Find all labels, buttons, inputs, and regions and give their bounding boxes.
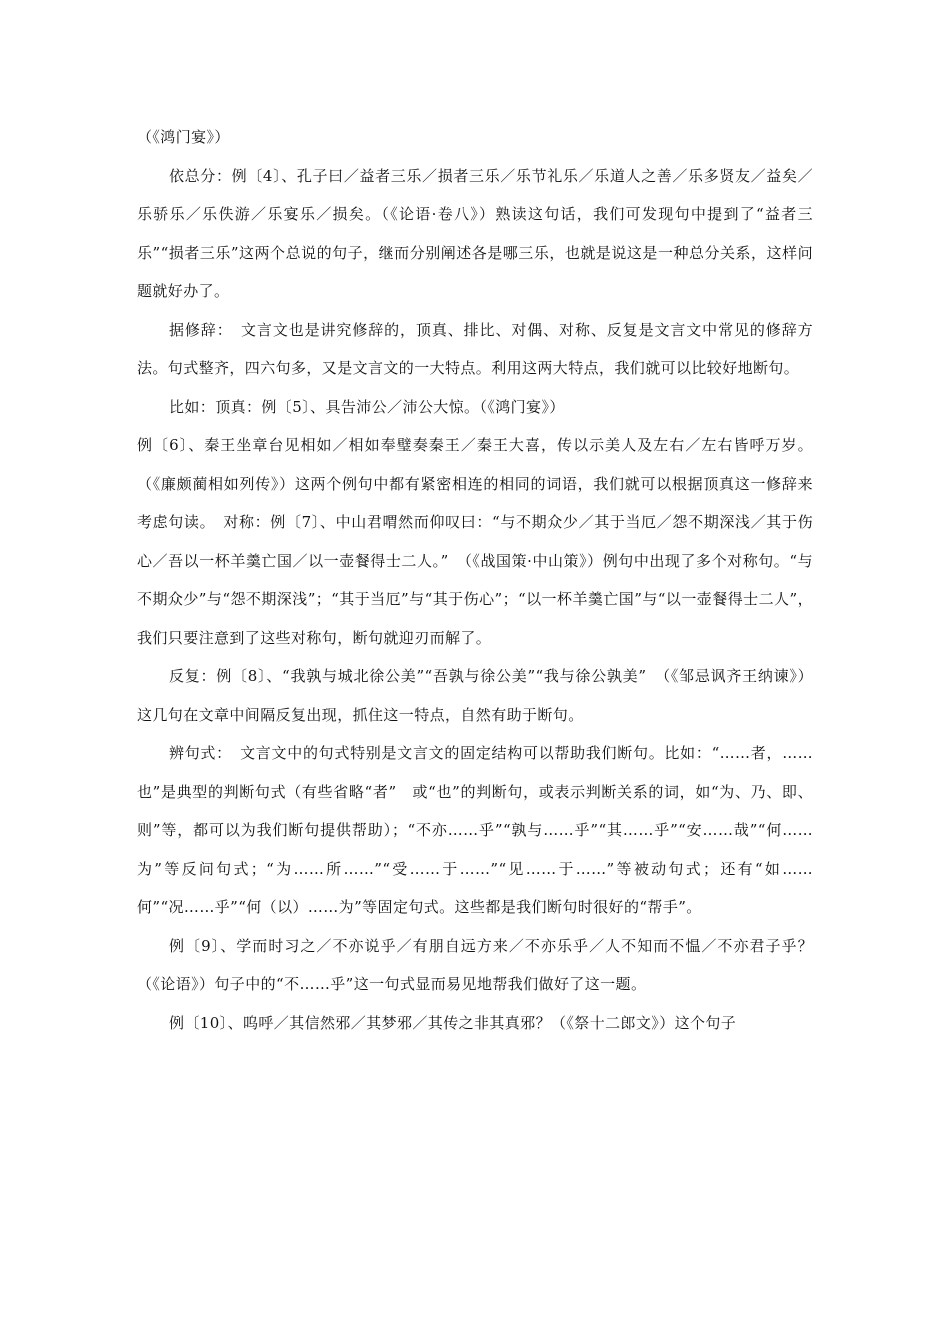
paragraph-sentence-patterns: 辨句式： 文言文中的句式特别是文言文的固定结构可以帮助我们断句。比如：“……者，……也”是典型的判断句式（有些省略“者” 或“也”的判断句，或表示判断关系的词，如“为、乃、即、则”等，都可以为我们断句提供帮助）；“不亦……乎”“孰与……乎”“其……乎”“安……哉”“何……为”等反问句式；“为……所……”“受……于……”“见……于……”等被动句式；还有“如……何”“况……乎”“何（以）……为”等固定句式。这些都是我们断句时很好的“帮手”。 (137, 744, 813, 916)
paragraph-example-10: 例〔10〕、呜呼／其信然邪／其梦邪／其传之非其真邪？（《祭十二郎文》）这个句子 (169, 1013, 737, 1032)
paragraph-rhetoric: 据修辞： 文言文也是讲究修辞的，顶真、排比、对偶、对称、反复是文言文中常见的修辞方法。句式整齐，四六句多，又是文言文的一大特点。利用这两大特点，我们就可以比较好地断句。 (137, 320, 813, 377)
paragraph-general-specific: 依总分：例〔4〕、孔子曰／益者三乐／损者三乐／乐节礼乐／乐道人之善／乐多贤友／益矣／乐骄乐／乐佚游／乐宴乐／损矣。（《论语·卷八》）熟读这句话，我们可发现句中提到了“益者三乐”“损者三乐”这两个总说的句子，继而分别阐述各是哪三乐，也就是说这是一种总分关系，这样问题就好办了。 (137, 166, 813, 300)
document-page (137, 118, 813, 1042)
paragraph-repetition: 反复：例〔8〕、“我孰与城北徐公美”“吾孰与徐公美”“我与徐公孰美” （《邹忌讽齐王纳谏》）这几句在文章中间隔反复出现，抓住这一特点，自然有助于断句。 (137, 667, 813, 724)
paragraph-example-5: 比如：顶真：例〔5〕、具告沛公／沛公大惊。（《鸿门宴》） (169, 397, 565, 416)
paragraph-example-9: 例〔9〕、学而时习之／不亦说乎／有朋自远方来／不亦乐乎／人不知而不愠／不亦君子乎？（《论语》）句子中的“不……乎”这一句式显而易见地帮我们做好了这一题。 (137, 936, 813, 993)
paragraph-example-6-7: 例〔6〕、秦王坐章台见相如／相如奉璧奏秦王／秦王大喜，传以示美人及左右／左右皆呼万岁。（《廉颇蔺相如列传》）这两个例句中都有紧密相连的相同的词语，我们就可以根据顶真这一修辞来考虑句读。 对称：例〔7〕、中山君喟然而仰叹曰：“与不期众少／其于当厄／怨不期深浅／其于伤心／吾以一杯羊羹亡国／以一壶餐得士二人。” （《战国策·中山策》）例句中出现了多个对称句。“与不期众少”与“怨不期深浅”；“其于当厄”与“其于伤心”；“以一杯羊羹亡国”与“以一壶餐得士二人”，我们只要注意到了这些对称句，断句就迎刃而解了。 (137, 436, 813, 647)
paragraph-source-note: （《鸿门宴》） (137, 128, 230, 146)
